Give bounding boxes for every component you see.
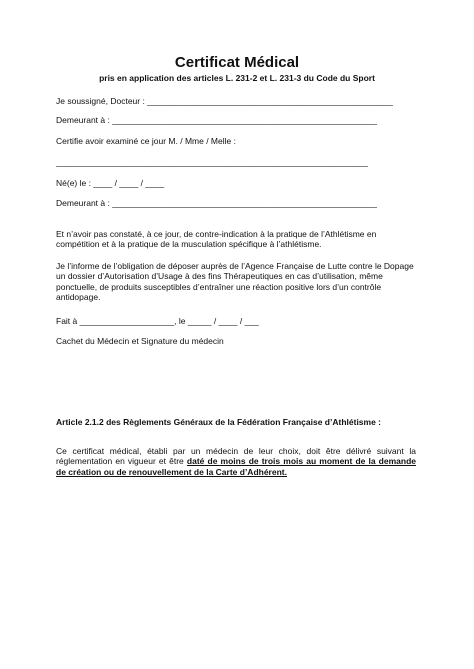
no-contraindication-paragraph: Et n’avoir pas constaté, à ce jour, de contre-indication à la pratique de l’Athlétisme en compétition et à la pratique de la musculation spécifique à l’athlétisme.	[56, 229, 377, 250]
address-field-2: Demeurant à : ________________________________________________________	[56, 198, 377, 208]
examined-line: __________________________________________________________________	[56, 157, 369, 167]
doping-notice-paragraph: Je l’informe de l’obligation de déposer auprès de l’Agence Française de Lutte contre le Dopage un dossier d’Autorisation d’Usage à des fins Thérapeutiques en cas d’utilisation, même ponctuelle, de produits susceptibles d’entraîner une réaction positive lors d’un contrôle antidopage.	[56, 261, 414, 303]
place-date-field: Fait à ____________________, le _____ / ____ / ___	[56, 316, 259, 326]
examined-label: Certifie avoir examiné ce jour M. / Mme / Melle :	[56, 136, 236, 146]
article-heading: Article 2.1.2 des Règlements Généraux de la Fédération Française d’Athlétisme :	[56, 417, 382, 427]
article-text-emphasis: daté de moins de trois mois au moment de la demande de création ou de renouvellement de la Carte d’Adhérent.	[56, 456, 417, 477]
article-text-plain: Ce certificat médical, établi par un médecin de leur choix, doit être délivré suivant la réglementation en vigueur et être	[56, 446, 416, 467]
birth-date-field: Né(e) le : ____ / ____ / ____	[56, 178, 165, 188]
doctor-field: Je soussigné, Docteur : ____________________________________________________	[56, 96, 394, 106]
document-subtitle: pris en application des articles L. 231-2 et L. 231-3 du Code du Sport	[99, 73, 375, 83]
article-text	[56, 446, 416, 477]
signature-label: Cachet du Médecin et Signature du médecin	[56, 336, 224, 346]
address-field-1: Demeurant à : ________________________________________________________	[56, 115, 377, 125]
document-title: Certificat Médical	[174, 54, 300, 71]
